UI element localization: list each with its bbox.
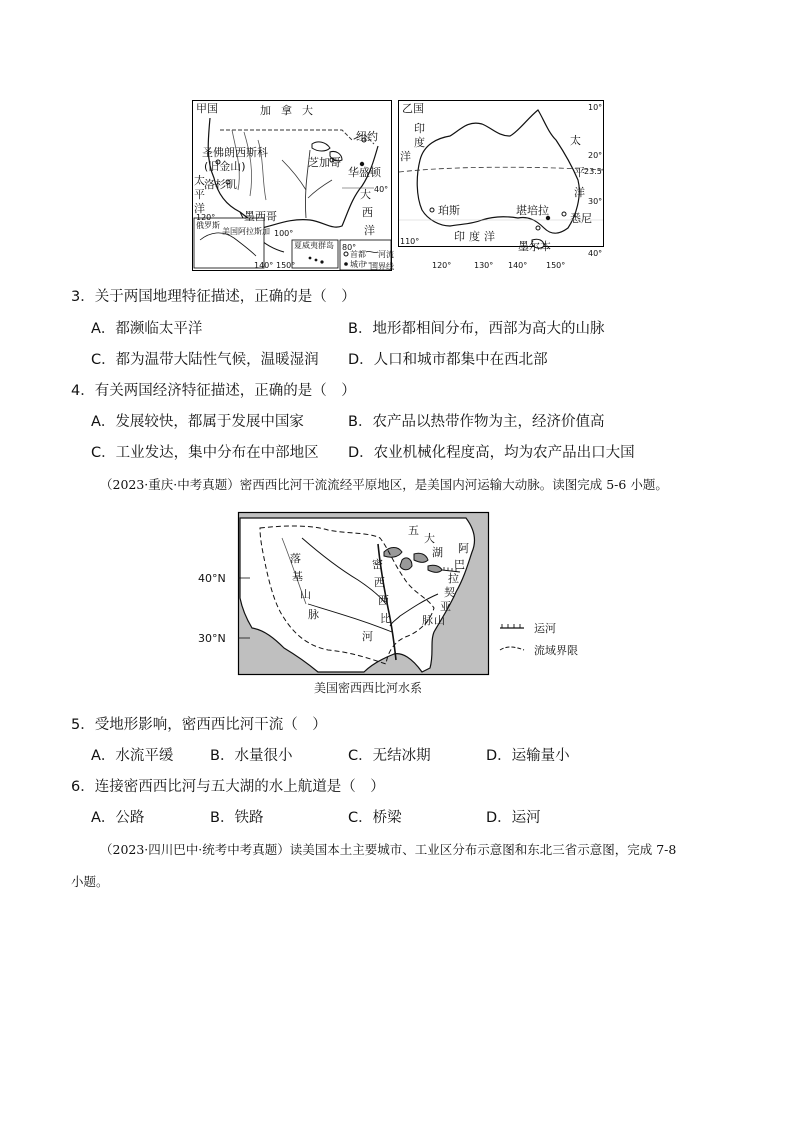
q4-option-b[interactable]: B．农产品以热带作物为主，经济价值高: [348, 414, 605, 430]
city-chicago: 芝加哥: [308, 156, 341, 169]
lat-23-5: 23.5°: [584, 167, 604, 176]
intro-5-6: （2023·重庆·中考真题）密西西比河干流流经平原地区，是美国内河运输大动脉。读图完成 5-6 小题。: [100, 477, 668, 492]
q3-option-c[interactable]: C．都为温带大陆性气候，温暖湿润: [91, 352, 319, 368]
lat-10: 10°: [588, 103, 603, 112]
q3-option-a[interactable]: A．都濒临太平洋: [91, 321, 203, 337]
lon-150e: 150°: [546, 261, 566, 270]
lon-140: 140°: [254, 261, 274, 270]
q6-stem: 6．连接密西西比河与五大湖的水上航道是（ ）: [71, 779, 385, 795]
legend-canal: 运河: [534, 622, 556, 635]
intro-7-8-line1: （2023·四川巴中·统考中考真题）读美国本土主要城市、工业区分布示意图和东北三省示意图，完成 7-8: [100, 842, 677, 857]
rocky-char-1: 落: [290, 552, 301, 565]
appal-char-4: 契: [444, 586, 455, 599]
q4-stem: 4．有关两国经济特征描述，正确的是（ ）: [71, 383, 356, 399]
q5-option-c[interactable]: C．无结冰期: [348, 748, 431, 764]
miss-char-4: 比: [380, 612, 391, 625]
legend-river: 河流: [378, 250, 394, 259]
lat-40: 40°: [374, 185, 389, 194]
hawaii-label: 夏威夷群岛: [294, 241, 334, 250]
q3-option-d[interactable]: D．人口和城市都集中在西北部: [348, 352, 548, 368]
indian-char-3: 洋: [400, 150, 411, 163]
lon-130e: 130°: [474, 261, 494, 270]
map2-svg: [198, 508, 598, 696]
q6-option-d[interactable]: D．运河: [486, 810, 541, 826]
intro-7-8-line2: 小题。: [71, 874, 109, 889]
indian-char-2: 度: [414, 136, 425, 149]
lon-110: 110°: [400, 237, 420, 246]
appal-char-3: 拉: [448, 572, 459, 585]
lat-30: 30°: [588, 197, 603, 206]
city-perth: 珀斯: [438, 204, 460, 217]
lon-140e: 140°: [508, 261, 528, 270]
city-losangeles: 洛杉矶: [204, 178, 237, 191]
lakes-char-2: 大: [424, 532, 435, 545]
pacific-char-1: 太: [194, 174, 205, 187]
q3-option-b[interactable]: B．地形都相间分布，西部为高大的山脉: [348, 321, 605, 337]
q4-option-c[interactable]: C．工业发达，集中分布在中部地区: [91, 445, 319, 461]
city-sanfrancisco: 圣佛朗西斯科: [202, 146, 268, 159]
lakes-char-1: 五: [408, 524, 419, 537]
atlantic-char-3: 洋: [364, 224, 375, 237]
lon-120e: 120°: [432, 261, 452, 270]
panel-jia-label: 甲国: [196, 102, 218, 115]
lon-150: 150°: [276, 261, 296, 270]
q6-option-b[interactable]: B．铁路: [210, 810, 264, 826]
city-newyork: 纽约: [356, 130, 378, 143]
legend-border: 国界线: [370, 262, 394, 271]
appal-char-2: 巴: [454, 558, 465, 571]
miss-char-3: 西: [378, 594, 389, 607]
rocky-char-2: 基: [292, 570, 303, 583]
indian-ocean-bottom: 印度洋: [454, 230, 499, 243]
map2-caption: 美国密西西比河水系: [314, 681, 423, 695]
russia-label: 俄罗斯: [196, 221, 220, 230]
lon-100: 100°: [274, 229, 294, 238]
pacific2-char-2: 平: [574, 166, 585, 179]
miss-char-5: 河: [362, 630, 373, 643]
lakes-char-3: 湖: [432, 546, 443, 559]
lon-120: 120°: [196, 213, 216, 222]
atlantic-char-1: 大: [360, 188, 371, 201]
legend-basin: 流域界限: [534, 644, 578, 657]
lat-20: 20°: [588, 151, 603, 160]
q4-option-d[interactable]: D．农业机械化程度高，均为农产品出口大国: [348, 445, 635, 461]
appal-char-1: 阿: [458, 542, 469, 555]
pacific-char-2: 平: [194, 188, 205, 201]
q5-option-a[interactable]: A．水流平缓: [91, 748, 174, 764]
panel-yi-label: 乙国: [402, 102, 424, 115]
appal-char-5: 亚: [440, 600, 451, 613]
appal-char-6: 山: [434, 614, 445, 627]
appal-char-7: 脉: [422, 614, 433, 627]
q6-option-c[interactable]: C．桥梁: [348, 810, 402, 826]
atlantic-char-2: 西: [362, 206, 373, 219]
map-mississippi: [198, 508, 598, 696]
pacific2-char-1: 太: [570, 134, 581, 147]
pacific2-char-3: 洋: [574, 186, 585, 199]
miss-char-2: 西: [374, 576, 385, 589]
pacific-char-3: 洋: [194, 202, 205, 215]
miss-char-1: 密: [372, 558, 383, 571]
q3-stem: 3．关于两国地理特征描述，正确的是（ ）: [71, 289, 356, 305]
lon-80: 80°: [342, 243, 357, 252]
q5-option-b[interactable]: B．水量很小: [210, 748, 293, 764]
legend-capital: 首都: [350, 250, 366, 259]
q5-stem: 5．受地形影响，密西西比河干流（ ）: [71, 717, 327, 733]
city-canberra: 堪培拉: [516, 204, 549, 217]
legend-city: 城市: [350, 260, 366, 269]
map-usa-australia: [192, 100, 604, 272]
canada-label: 加拿大: [260, 104, 323, 117]
city-sydney: 悉尼: [570, 212, 592, 225]
q4-option-a[interactable]: A．发展较快，都属于发展中国家: [91, 414, 304, 430]
lat-40s: 40°: [588, 249, 603, 258]
indian-char-1: 印: [414, 122, 425, 135]
city-washington: 华盛顿: [348, 166, 381, 179]
map2-lat-30n: 30°N: [198, 632, 226, 645]
city-melbourne: 墨尔本: [518, 240, 551, 253]
q5-option-d[interactable]: D．运输量小: [486, 748, 570, 764]
rocky-char-3: 山: [300, 588, 311, 601]
alaska-label: 美国阿拉斯加: [222, 227, 270, 236]
mexico-label: 墨西哥: [244, 210, 277, 223]
rocky-char-4: 脉: [308, 608, 319, 621]
city-sanfrancisco-alt: (旧金山): [204, 160, 246, 173]
q6-option-a[interactable]: A．公路: [91, 810, 145, 826]
map1-svg: [192, 100, 604, 272]
map2-lat-40n: 40°N: [198, 572, 226, 585]
